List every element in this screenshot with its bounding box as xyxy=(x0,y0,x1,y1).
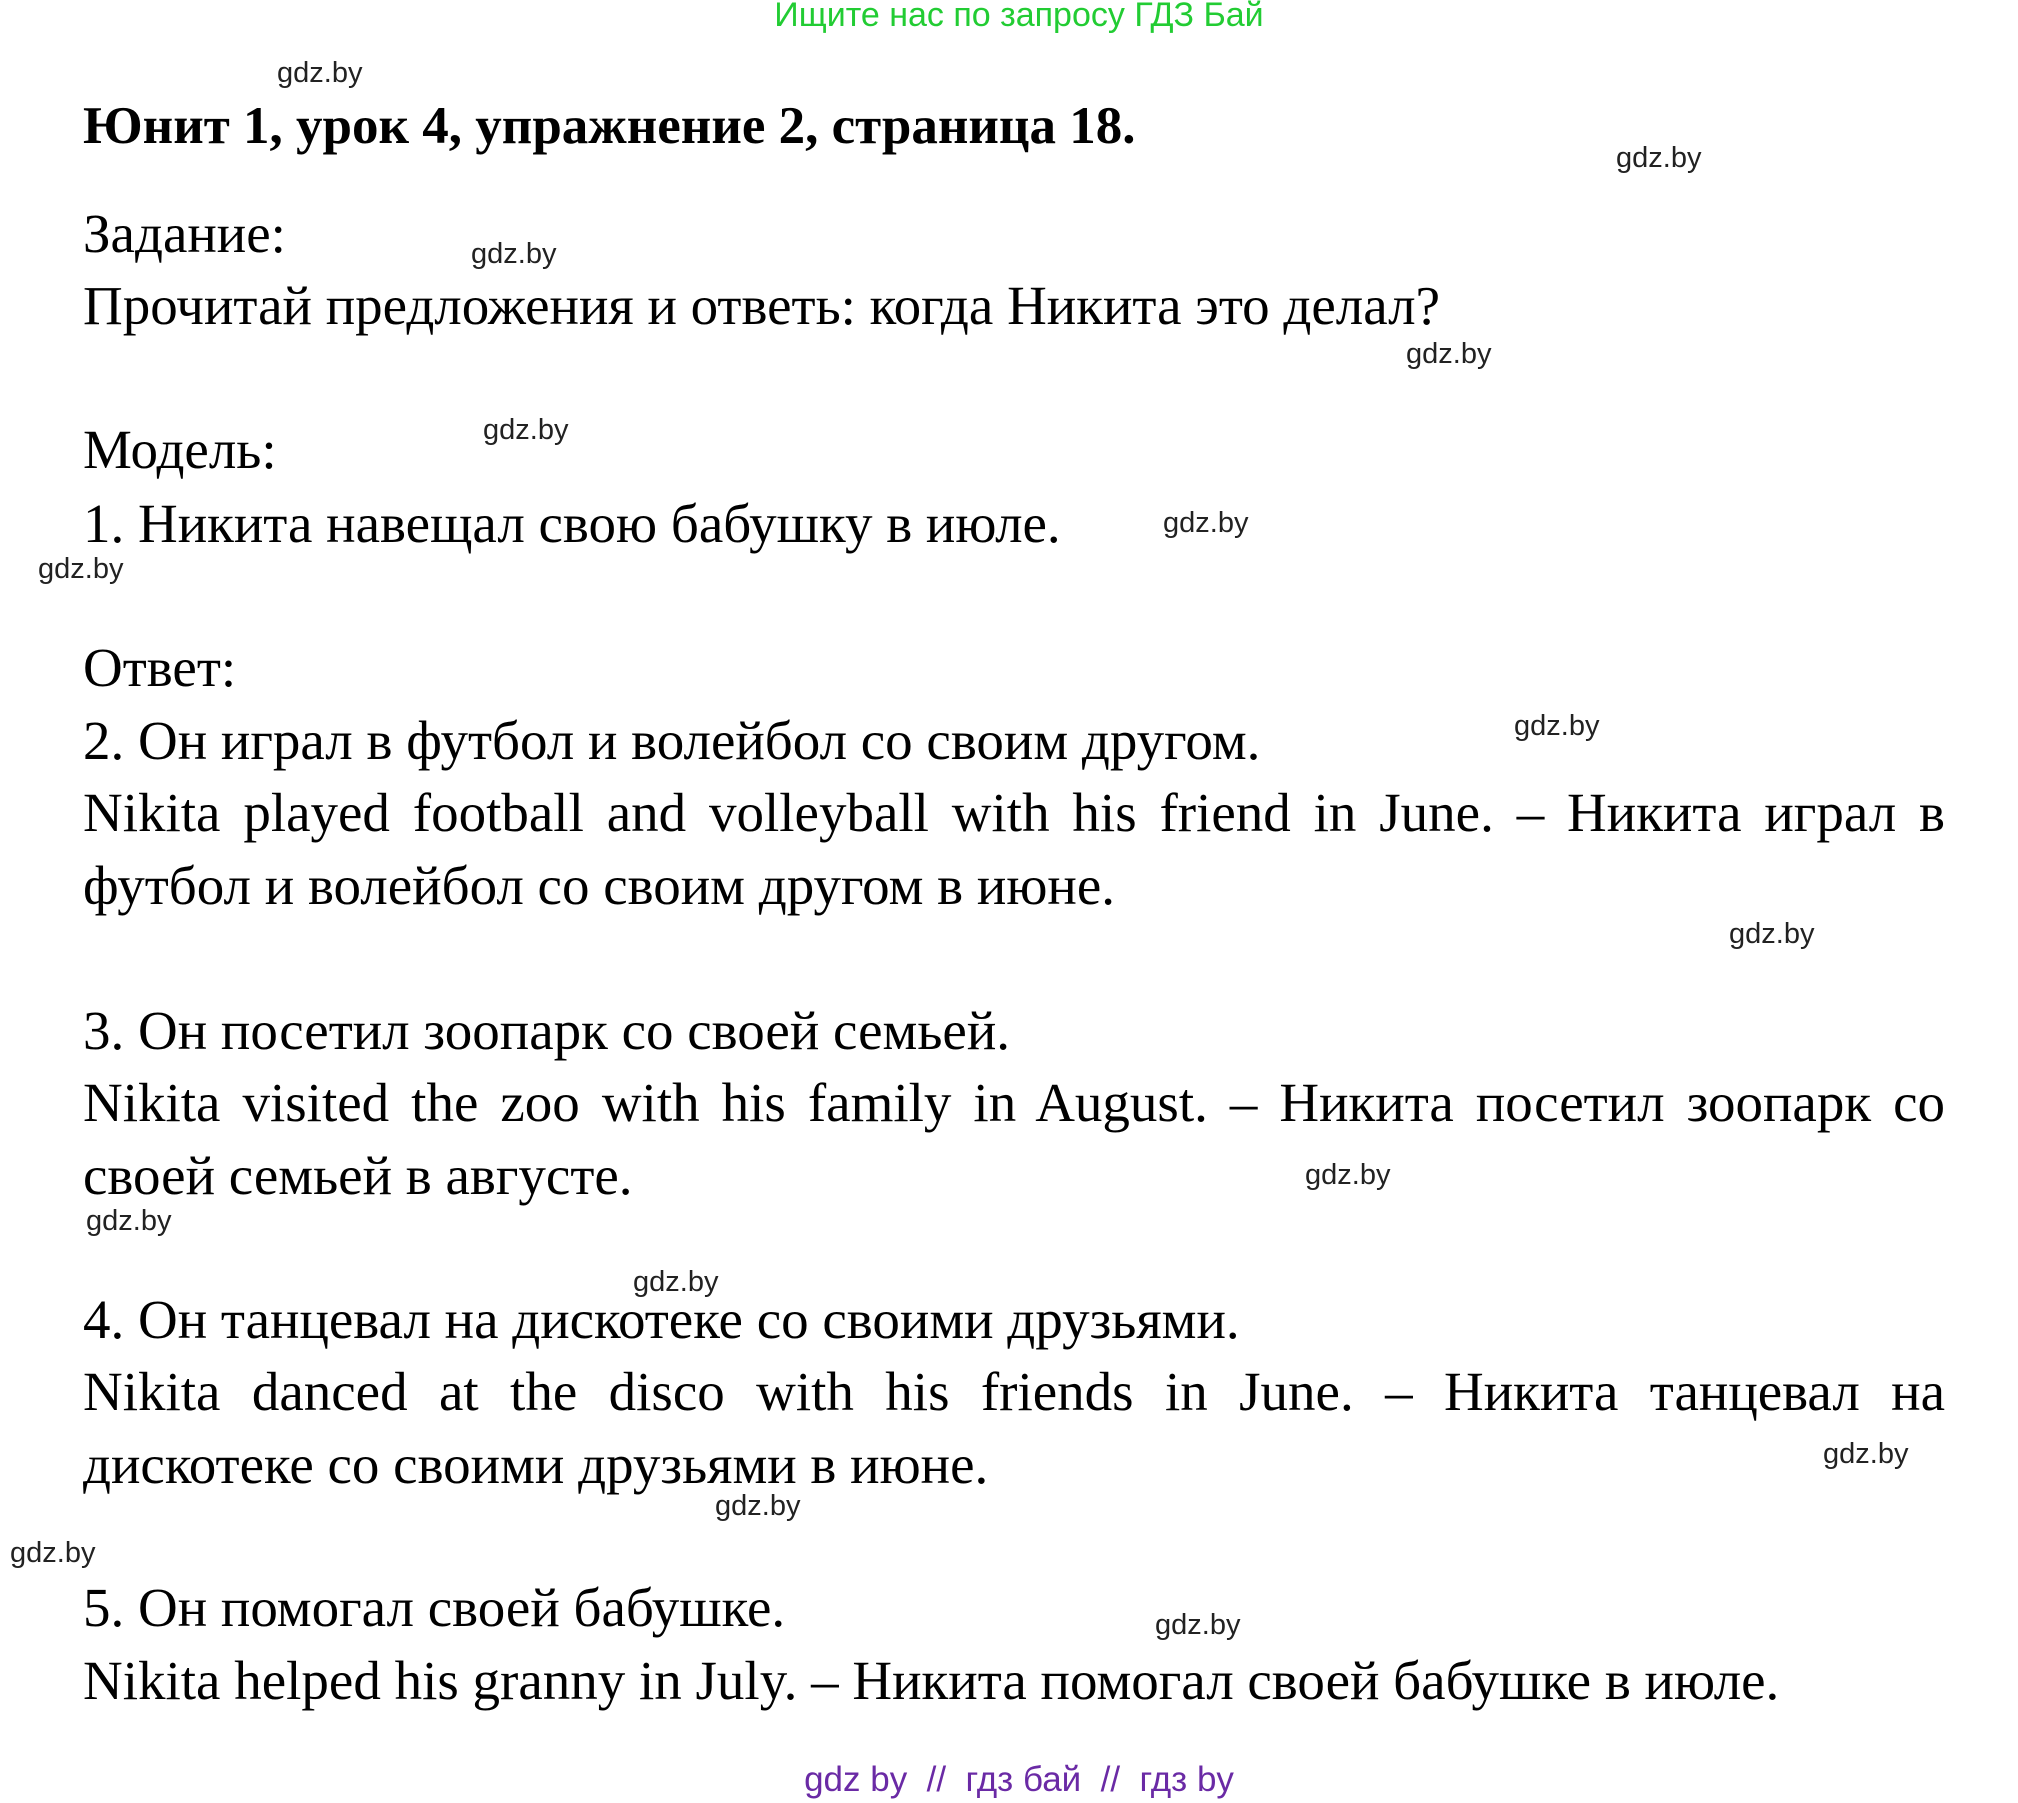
watermark: gdz.by xyxy=(38,553,124,585)
watermark: gdz.by xyxy=(277,57,363,89)
model-text: 1. Никита навещал свою бабушку в июле. xyxy=(83,493,1061,554)
watermark: gdz.by xyxy=(1616,142,1702,174)
task-text: Прочитай предложения и ответь: когда Никита это делал? xyxy=(83,275,1441,336)
promo-banner[interactable]: Ищите нас по запросу ГДЗ Бай xyxy=(774,0,1264,34)
watermark: gdz.by xyxy=(1155,1609,1241,1641)
watermark: gdz.by xyxy=(1514,710,1600,742)
watermark: gdz.by xyxy=(1305,1159,1391,1191)
watermark: gdz.by xyxy=(483,414,569,446)
answer-4: Nikita danced at the disco with his friends in June. – Никита танцевал на дискотеке со своими друзьями в июне. xyxy=(83,1361,1945,1495)
watermark: gdz.by xyxy=(1729,918,1815,950)
watermark: gdz.by xyxy=(1823,1438,1909,1470)
answer-2: Nikita played football and volleyball with his friend in June. – Никита играл в футбол и волейбол со своим другом в июне. xyxy=(83,782,1945,916)
question-5: 5. Он помогал своей бабушке. xyxy=(83,1577,786,1638)
watermark: gdz.by xyxy=(633,1266,719,1298)
page-title: Юнит 1, урок 4, упражнение 2, страница 18. xyxy=(83,97,1136,155)
watermark: gdz.by xyxy=(471,238,557,270)
watermark: gdz.by xyxy=(86,1205,172,1237)
answer-3: Nikita visited the zoo with his family in August. – Никита посетил зоопарк со своей семьей в августе. xyxy=(83,1072,1945,1206)
watermark: gdz.by xyxy=(715,1490,801,1522)
model-label: Модель: xyxy=(83,419,277,480)
answer-label: Ответ: xyxy=(83,637,237,698)
answer-5: Nikita helped his granny in July. – Никита помогал своей бабушке в июле. xyxy=(83,1650,1780,1711)
task-label: Задание: xyxy=(83,203,286,264)
question-2: 2. Он играл в футбол и волейбол со своим другом. xyxy=(83,710,1261,771)
watermark: gdz.by xyxy=(10,1537,96,1569)
question-4: 4. Он танцевал на дискотеке со своими друзьями. xyxy=(83,1289,1240,1350)
question-3: 3. Он посетил зоопарк со своей семьей. xyxy=(83,1000,1010,1061)
watermark: gdz.by xyxy=(1406,338,1492,370)
watermark: gdz.by xyxy=(1163,507,1249,539)
footer-links[interactable]: gdz by // гдз бай // гдз by xyxy=(804,1760,1234,1799)
